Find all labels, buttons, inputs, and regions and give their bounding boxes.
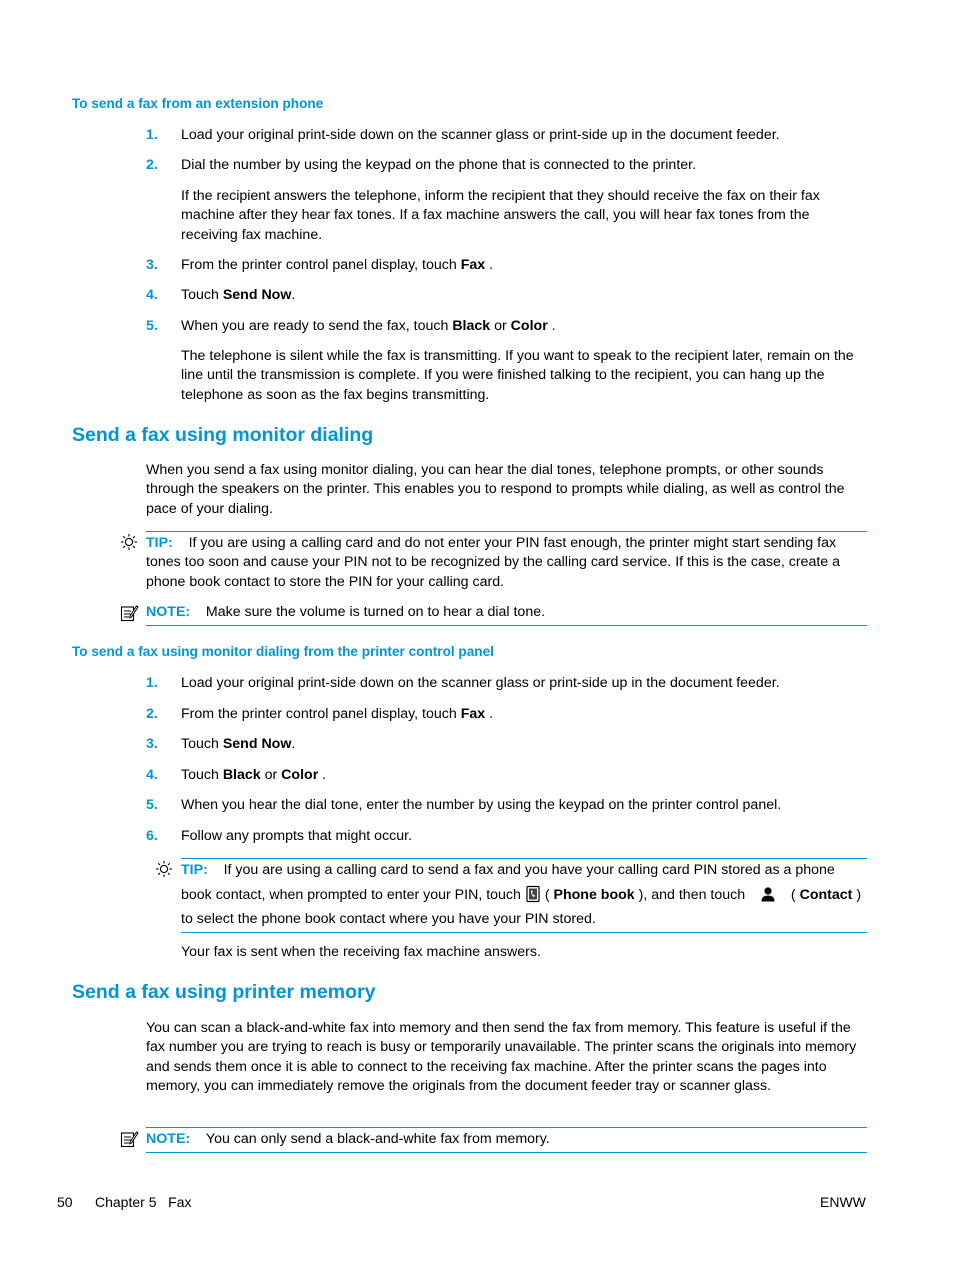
note2-top-rule — [146, 1127, 867, 1128]
note-icon — [119, 1129, 139, 1149]
contact-icon — [753, 885, 783, 903]
step-number: 4. — [146, 287, 158, 303]
step-text: From the printer control panel display, touch Fax . — [181, 706, 494, 722]
chapter-label: Chapter 5 Fax — [95, 1194, 192, 1210]
note-label: NOTE: — [146, 1131, 191, 1147]
note-block — [146, 1130, 871, 1149]
step-number: 5. — [146, 797, 158, 813]
lightbulb-icon — [154, 859, 174, 879]
tip2-bottom-rule — [181, 932, 867, 933]
step-text: When you are ready to send the fax, touch Black or Color . — [181, 318, 556, 334]
section-intro: You can scan a black-and-white fax into memory and then send the fax from memory. This feature is useful if the fax number you are trying to reach is busy or temporarily unavailable. The printer scans the originals into memory and sends them once it is able to connect to the receiving fax machine. After the printer scans the pages into memory, you can immediately remove the originals from the document feeder tray or scanner glass. — [146, 1020, 857, 1094]
step-text: From the printer control panel display, touch Fax . — [181, 257, 494, 273]
note-text: You can only send a black-and-white fax from memory. — [205, 1131, 550, 1147]
step-paragraph: If the recipient answers the telephone, inform the recipient that they should receive the fax on their fax machine after they hear fax tones. If a fax machine answers the call, you will hear fax tones from the receiving fax machine. — [181, 188, 820, 243]
tip-top-rule — [146, 531, 867, 532]
step-text: Load your original print-side down on the scanner glass or print-side up in the document feeder. — [181, 675, 780, 691]
step-paragraph: The telephone is silent while the fax is transmitting. If you want to speak to the recipient later, remain on the line until the transmission is complete. If you were finished talking to the recipient, you can hang up the telephone as soon as the fax begins transmitting. — [181, 348, 854, 403]
step-number: 3. — [146, 736, 158, 752]
note-label: NOTE: — [146, 604, 191, 620]
tip2-label: TIP: — [181, 862, 208, 878]
step-text: Touch Black or Color . — [181, 767, 327, 783]
step-text: When you hear the dial tone, enter the number by using the keypad on the printer control panel. — [181, 797, 782, 813]
step-number: 2. — [146, 706, 158, 722]
step-text: Dial the number by using the keypad on the phone that is connected to the printer. — [181, 157, 697, 173]
note-bottom-rule — [146, 625, 867, 626]
section-heading-printer-memory: Send a fax using printer memory — [72, 981, 376, 1003]
note-block — [146, 603, 871, 622]
procedure-heading-monitor-dialing: To send a fax using monitor dialing from the printer control panel — [72, 644, 494, 659]
note2-bottom-rule — [146, 1152, 867, 1153]
section-intro: When you send a fax using monitor dialing, you can hear the dial tones, telephone prompts, or other sounds through the speakers on the printer. This enables you to respond to prompts while dialing, as well as control the pace of your dialing. — [146, 462, 845, 517]
step-number: 4. — [146, 767, 158, 783]
note-icon — [119, 603, 139, 623]
procedure-heading-extension-phone: To send a fax from an extension phone — [72, 96, 324, 111]
lightbulb-icon — [119, 532, 139, 552]
page-number: 50 — [57, 1194, 73, 1210]
note-text: Make sure the volume is turned on to hear a dial tone. — [205, 604, 546, 620]
tip2-line-3: to select the phone book contact where you have your PIN stored. — [181, 911, 596, 927]
tip2-top-rule — [181, 858, 867, 859]
tip-label: TIP: — [146, 535, 173, 551]
after-tip-text: Your fax is sent when the receiving fax machine answers. — [181, 944, 541, 960]
step-text: Load your original print-side down on the scanner glass or print-side up in the document feeder. — [181, 127, 780, 143]
tip2-line-1: TIP: If you are using a calling card to send a fax and you have your calling card PIN stored as a phone — [181, 862, 835, 878]
section-heading-monitor-dialing: Send a fax using monitor dialing — [72, 424, 374, 446]
tip-text: If you are using a calling card and do not enter your PIN fast enough, the printer might start sending fax tones too soon and cause your PIN not to be recognized by the calling card service. If this is the case, create a phone book contact to store the PIN for your calling card. — [146, 535, 841, 590]
tip2-line-2: book contact, when prompted to enter your PIN, touch ( Phone book ), and then touch ( Contact ) — [181, 887, 862, 903]
step-number: 3. — [146, 257, 158, 273]
step-text: Touch Send Now. — [181, 287, 296, 303]
step-number: 2. — [146, 157, 158, 173]
step-number: 6. — [146, 828, 158, 844]
phone-book-icon — [525, 885, 541, 903]
step-text: Touch Send Now. — [181, 736, 296, 752]
step-number: 5. — [146, 318, 158, 334]
step-text: Follow any prompts that might occur. — [181, 828, 413, 844]
tip-block — [146, 534, 871, 592]
doc-code: ENWW — [820, 1194, 866, 1210]
step-number: 1. — [146, 675, 158, 691]
step-number: 1. — [146, 127, 158, 143]
